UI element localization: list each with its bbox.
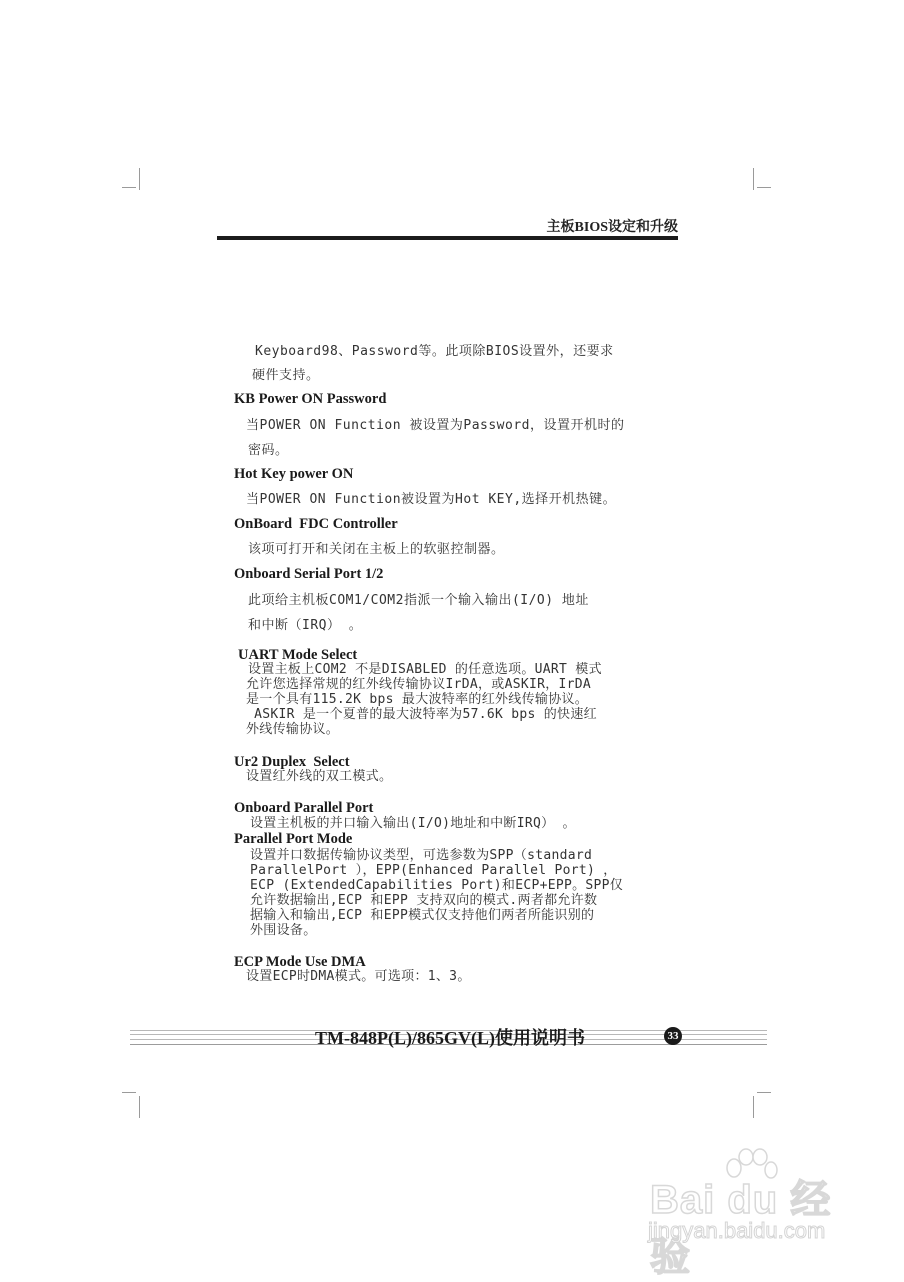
crop-mark-bottom-right — [757, 1092, 771, 1093]
section-heading-kb-power-on-password: KB Power ON Password — [234, 391, 387, 407]
crop-mark-top-right — [757, 187, 771, 188]
section-text: 允许您选择常规的红外线传输协议IrDA，或ASKIR，IrDA — [246, 677, 592, 692]
section-heading-parallel-port-mode: Parallel Port Mode — [234, 831, 353, 847]
watermark-logo-text: Bai du 经验 — [650, 1178, 832, 1279]
section-text: 允许数据输出,ECP 和EPP 支持双向的模式.两者都允许数 — [250, 893, 598, 908]
section-heading-ur2-duplex-select: Ur2 Duplex Select — [234, 754, 350, 770]
crop-mark-bottom-left — [122, 1092, 136, 1093]
section-text: 是一个具有115.2K bps 最大波特率的红外线传输协议。 — [246, 692, 589, 707]
watermark-url: jingyan.baidu.com — [648, 1218, 826, 1243]
crop-mark-top-left — [139, 168, 140, 190]
crop-mark-top-right — [753, 168, 754, 190]
section-text: 设置红外线的双工模式。 — [246, 769, 393, 784]
section-text: 该项可打开和关闭在主板上的软驱控制器。 — [248, 542, 505, 557]
header-rule — [217, 236, 678, 240]
section-heading-onboard-fdc-controller: OnBoard FDC Controller — [234, 516, 398, 532]
section-text: 外线传输协议。 — [246, 722, 340, 737]
section-text: 设置主板上COM2 不是DISABLED 的任意选项。UART 模式 — [248, 662, 602, 677]
section-text: 设置ECP时DMA模式。可选项：1、3。 — [246, 969, 471, 984]
section-text: 当POWER ON Function 被设置为Password，设置开机时的 — [246, 418, 625, 433]
section-text: ECP (ExtendedCapabilities Port)和ECP+EPP。SPP仅 — [250, 878, 624, 893]
section-heading-hot-key-power-on: Hot Key power ON — [234, 466, 354, 482]
section-text: 设置并口数据传输协议类型，可选参数为SPP（standard — [250, 848, 593, 863]
crop-mark-top-left — [122, 187, 136, 188]
section-text: 和中断（IRQ） 。 — [248, 618, 363, 633]
section-text: 当POWER ON Function被设置为Hot KEY,选择开机热键。 — [246, 492, 617, 507]
intro-line: 硬件支持。 — [252, 368, 320, 383]
crop-mark-bottom-right — [753, 1096, 754, 1118]
footer-manual-title: TM-848P(L)/865GV(L)使用说明书 — [315, 1028, 585, 1048]
section-text: 密码。 — [248, 443, 289, 458]
section-heading-onboard-serial-port: Onboard Serial Port 1/2 — [234, 566, 384, 582]
crop-mark-bottom-left — [139, 1096, 140, 1118]
running-header-title: 主板BIOS设定和升级 — [546, 220, 678, 235]
section-heading-uart-mode-select: UART Mode Select — [238, 647, 358, 663]
section-text: ASKIR 是一个夏普的最大波特率为57.6K bps 的快速红 — [246, 707, 597, 722]
page-number-badge: 33 — [664, 1027, 682, 1045]
section-text: ParallelPort ），EPP(Enhanced Parallel Port) ， — [250, 863, 617, 878]
section-text: 据输入和输出,ECP 和EPP模式仅支持他们两者所能识别的 — [250, 908, 595, 923]
section-heading-onboard-parallel-port: Onboard Parallel Port — [234, 800, 374, 816]
section-heading-ecp-mode-use-dma: ECP Mode Use DMA — [234, 954, 366, 970]
section-text: 设置主机板的并口输入输出(I/O)地址和中断IRQ） 。 — [250, 816, 576, 831]
intro-line: Keyboard98、Password等。此项除BIOS设置外，还要求 — [255, 344, 614, 359]
section-text: 此项给主机板COM1/COM2指派一个输入输出(I/O) 地址 — [248, 593, 589, 608]
section-text: 外围设备。 — [250, 923, 317, 938]
baidu-jingyan-watermark — [640, 1150, 870, 1279]
